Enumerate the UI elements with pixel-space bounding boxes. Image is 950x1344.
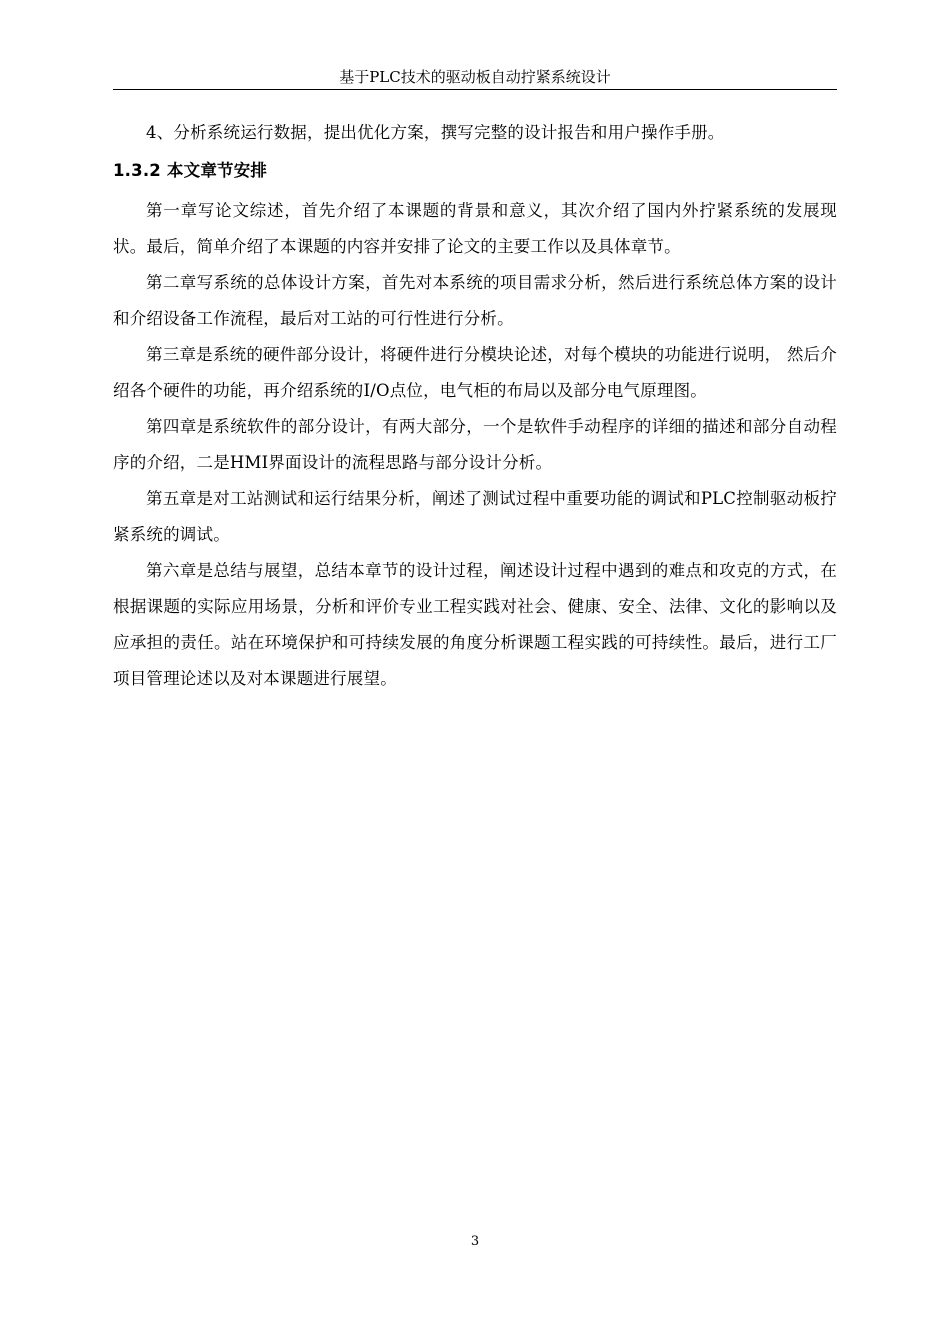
paragraph-chapter-1: 第一章写论文综述，首先介绍了本课题的背景和意义，其次介绍了国内外拧紧系统的发展现状。最后，简单介绍了本课题的内容并安排了论文的主要工作以及具体章节。: [113, 201, 837, 256]
page-number: 3: [470, 1234, 480, 1249]
section-heading: 1.3.2 本文章节安排: [113, 161, 268, 180]
paragraph-chapter-3: 第三章是系统的硬件部分设计，将硬件进行分模块论述，对每个模块的功能进行说明， 然后介绍各个硬件的功能，再介绍系统的I/O点位，电气柜的布局以及部分电气原理图。: [113, 345, 837, 400]
header-divider: [113, 89, 837, 90]
body-text: [113, 115, 837, 697]
intro-paragraph: 4、分析系统运行数据，提出优化方案，撰写完整的设计报告和用户操作手册。: [146, 123, 725, 142]
paragraph-chapter-2: 第二章写系统的总体设计方案，首先对本系统的项目需求分析，然后进行系统总体方案的设计和介绍设备工作流程，最后对工站的可行性进行分析。: [113, 273, 837, 328]
running-header: 基于PLC技术的驱动板自动拧紧系统设计: [339, 68, 611, 86]
paragraph-chapter-6: 第六章是总结与展望，总结本章节的设计过程，阐述设计过程中遇到的难点和攻克的方式，在根据课题的实际应用场景，分析和评价专业工程实践对社会、健康、安全、法律、文化的影响以及应承担的责任。站在环境保护和可持续发展的角度分析课题工程实践的可持续性。最后，进行工厂项目管理论述以及对本课题进行展望。: [113, 561, 837, 688]
paragraph-chapter-5: 第五章是对工站测试和运行结果分析，阐述了测试过程中重要功能的调试和PLC控制驱动板拧紧系统的调试。: [113, 489, 837, 544]
paragraph-chapter-4: 第四章是系统软件的部分设计，有两大部分，一个是软件手动程序的详细的描述和部分自动程序的介绍，二是HMI界面设计的流程思路与部分设计分析。: [113, 417, 837, 472]
